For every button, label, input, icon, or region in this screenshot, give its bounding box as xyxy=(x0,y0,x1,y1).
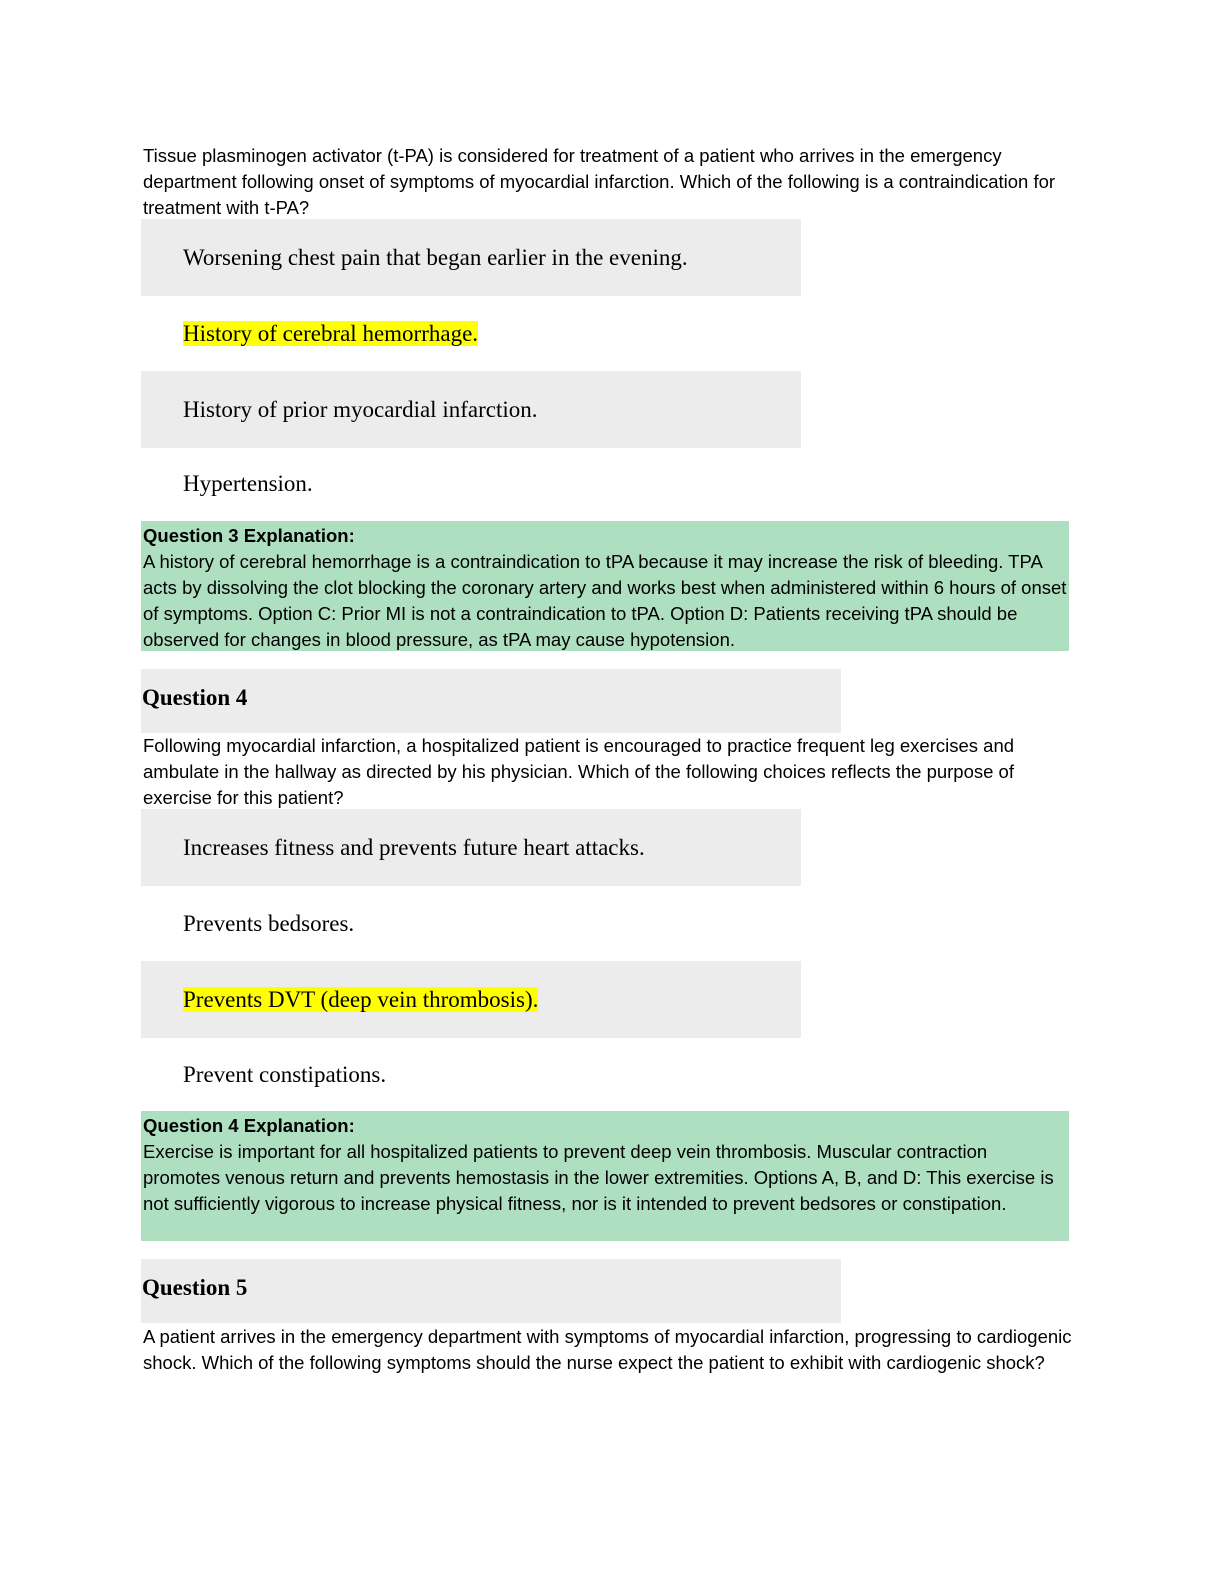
q3-option-d[interactable] xyxy=(141,445,801,522)
q4-option-c[interactable] xyxy=(141,961,801,1038)
option-label-highlighted: Prevents DVT (deep vein thrombosis). xyxy=(183,987,539,1012)
q3-explanation-box xyxy=(141,521,1069,651)
question-3-text: Tissue plasminogen activator (t-PA) is considered for treatment of a patient who arrives in the emergency department following onset of symptoms of myocardial infarction. Which of the following is a contraindication for treatment with t-PA? xyxy=(143,145,1056,218)
explanation-text: Exercise is important for all hospitalized patients to prevent deep vein thrombosis. Muscular contraction promotes venous return and prevents hemostasis in the lower extremities. Options A, B, and D: This exercise is not sufficiently vigorous to increase physical fitness, nor is it intended to prevent bedsores or constipation. xyxy=(143,1141,1054,1214)
question-4-heading: Question 4 xyxy=(141,669,841,733)
question-5-heading: Question 5 xyxy=(141,1259,841,1323)
q3-option-a[interactable] xyxy=(141,219,801,296)
q4-option-d[interactable] xyxy=(141,1036,801,1113)
option-label: Hypertension. xyxy=(183,471,313,496)
option-label: Prevent constipations. xyxy=(183,1062,387,1087)
option-label: Worsening chest pain that began earlier in the evening. xyxy=(183,245,688,270)
explanation-title: Question 3 Explanation: xyxy=(143,525,355,546)
explanation-text: A history of cerebral hemorrhage is a contraindication to tPA because it may increase the risk of bleeding. TPA acts by dissolving the clot blocking the coronary artery and works best when administered within 6 hours of onset of symptoms. Option C: Prior MI is not a contraindication to tPA. Option D: Patients receiving tPA should be observed for changes in blood pressure, as tPA may cause hypotension. xyxy=(143,551,1067,650)
option-label-highlighted: History of cerebral hemorrhage. xyxy=(183,321,479,346)
q3-option-c[interactable] xyxy=(141,371,801,448)
q3-option-b[interactable] xyxy=(141,295,801,372)
option-label: History of prior myocardial infarction. xyxy=(183,397,538,422)
question-4-text: Following myocardial infarction, a hospitalized patient is encouraged to practice frequent leg exercises and ambulate in the hallway as directed by his physician. Which of the following choices reflects the purpose of exercise for this patient? xyxy=(143,735,1015,808)
q4-explanation-box xyxy=(141,1111,1069,1241)
explanation-title: Question 4 Explanation: xyxy=(143,1115,355,1136)
question-5-text: A patient arrives in the emergency department with symptoms of myocardial infarction, progressing to cardiogenic shock. Which of the following symptoms should the nurse expect the patient to exhibit with cardiogenic shock? xyxy=(143,1326,1072,1373)
q4-option-b[interactable] xyxy=(141,885,801,962)
option-label: Prevents bedsores. xyxy=(183,911,355,936)
option-label: Increases fitness and prevents future heart attacks. xyxy=(183,835,645,860)
q4-option-a[interactable] xyxy=(141,809,801,886)
